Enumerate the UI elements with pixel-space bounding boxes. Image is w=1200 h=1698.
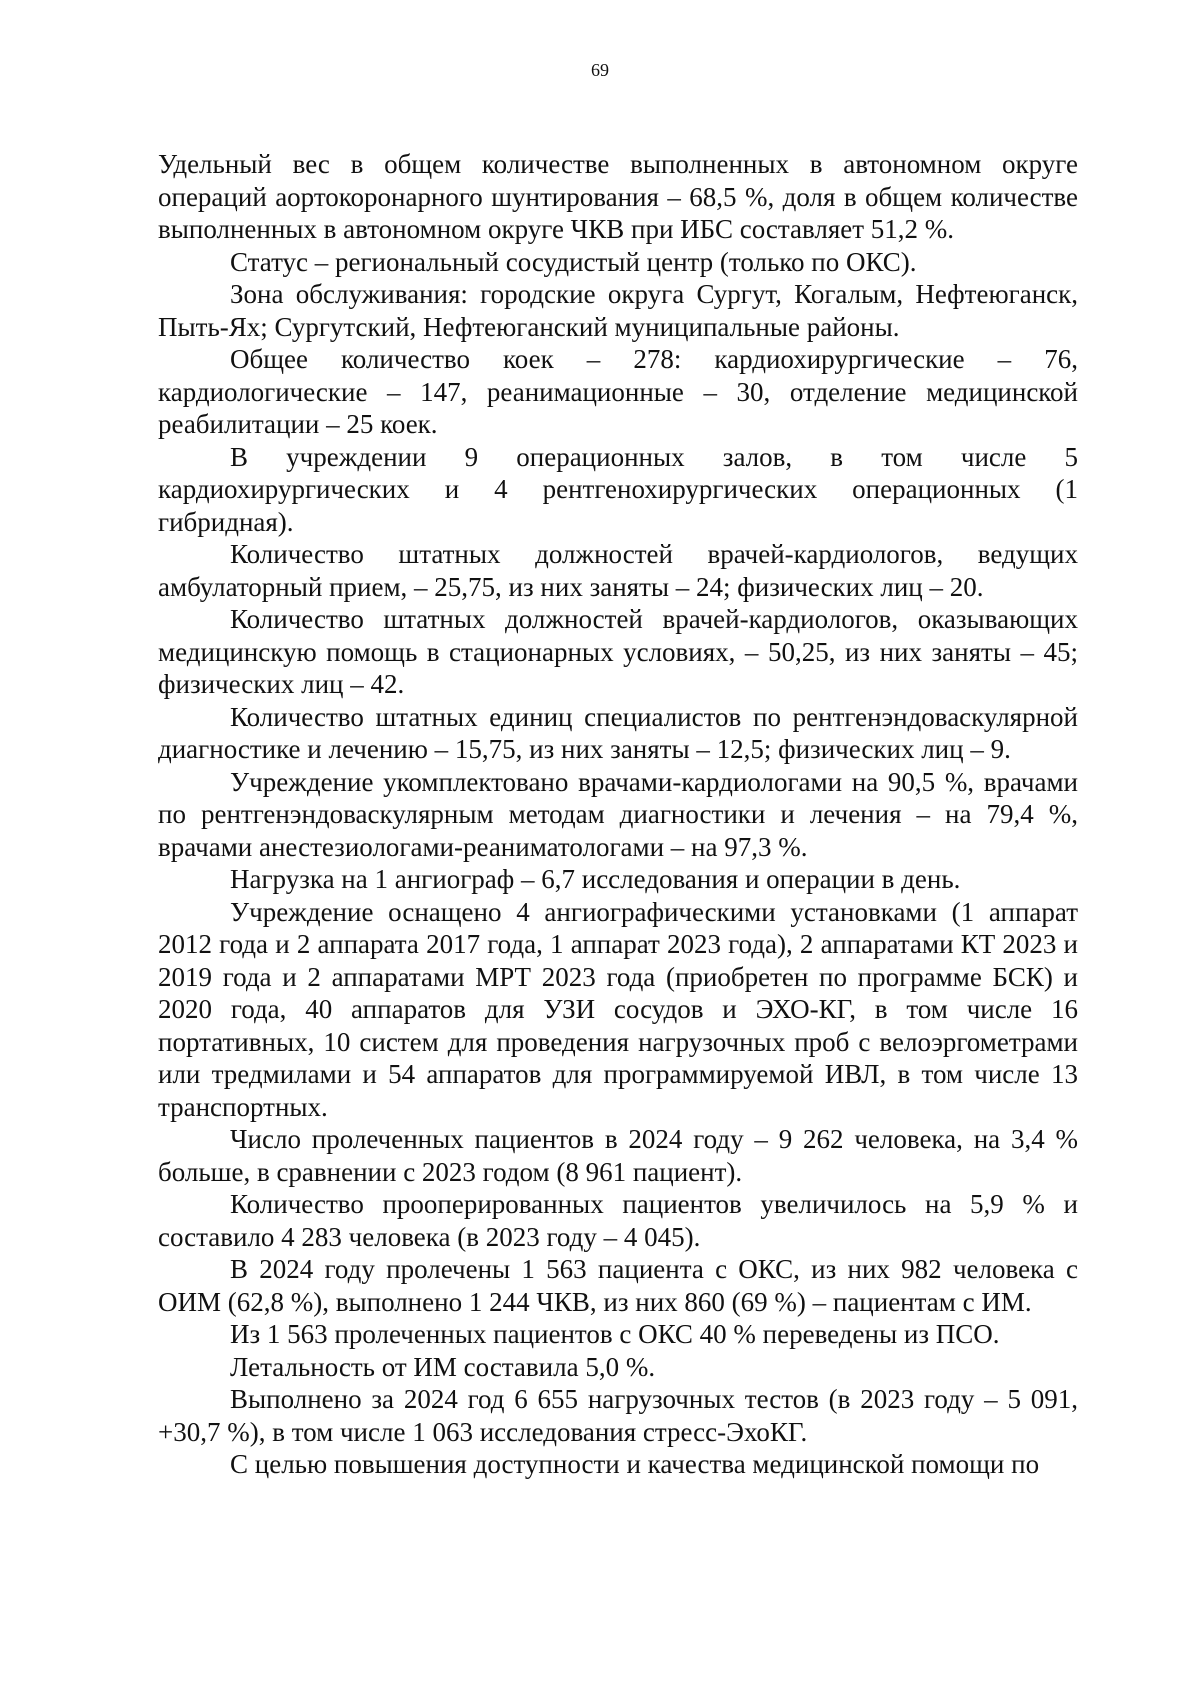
- paragraph-endovascular-specialists: Количество штатных единиц специалистов по рентгенэндоваскулярной диагностике и лечению – 15,75, из них заняты – 12,5; физических лиц – 9.: [158, 701, 1078, 764]
- paragraph-share-of-operations: Удельный вес в общем количестве выполненных в автономном округе операций аортокоронарного шунтирования – 68,5 %, доля в общем количестве выполненных в автономном округе ЧКВ при ИБС составляет 51,2 %.: [158, 149, 1078, 244]
- page-number: 69: [591, 60, 609, 80]
- paragraph-service-area: Зона обслуживания: городские округа Сургут, Когалым, Нефтеюганск, Пыть-Ях; Сургутский, Нефтеюганский муниципальные районы.: [158, 279, 1078, 342]
- paragraph-pso-transfers: Из 1 563 пролеченных пациентов с ОКС 40 % переведены из ПСО.: [230, 1319, 1000, 1349]
- paragraph-staffing-levels: Учреждение укомплектовано врачами-кардиологами на 90,5 %, врачами по рентгенэндоваскулярным методам диагностики и лечения – на 79,4 %, врачами анестезиологами-реаниматологами – на 97,3 %.: [158, 766, 1078, 862]
- paragraph-bed-count: Общее количество коек – 278: кардиохирургические – 76, кардиологические – 147, реанимационные – 30, отделение медицинской реабилитации – 25 коек.: [158, 344, 1078, 439]
- paragraph-inpatient-cardiologists: Количество штатных должностей врачей-кардиологов, оказывающих медицинскую помощь в стационарных условиях, – 50,25, из них заняты – 45; физических лиц – 42.: [158, 604, 1078, 699]
- paragraph-outpatient-cardiologists: Количество штатных должностей врачей-кардиологов, ведущих амбулаторный прием, – 25,75, из них заняты – 24; физических лиц – 20.: [158, 539, 1078, 602]
- paragraph-treated-patients: Число пролеченных пациентов в 2024 году – 9 262 человека, на 3,4 % больше, в сравнении с 2023 годом (8 961 пациент).: [158, 1124, 1078, 1187]
- paragraph-operated-patients: Количество прооперированных пациентов увеличилось на 5,9 % и составило 4 283 человека (в 2023 году – 4 045).: [158, 1189, 1078, 1252]
- paragraph-operating-rooms: В учреждении 9 операционных залов, в том числе 5 кардиохирургических и 4 рентгенохирургических операционных (1 гибридная).: [158, 441, 1078, 537]
- paragraph-mortality: Летальность от ИМ составила 5,0 %.: [230, 1351, 656, 1382]
- paragraph-stress-tests: Выполнено за 2024 год 6 655 нагрузочных тестов (в 2023 году – 5 091, +30,7 %), в том числе 1 063 исследования стресс-ЭхоКГ.: [158, 1384, 1078, 1447]
- paragraph-angiograph-load: Нагрузка на 1 ангиограф – 6,7 исследования и операции в день.: [230, 864, 961, 894]
- paragraph-status: Статус – региональный сосудистый центр (только по ОКС).: [230, 246, 917, 277]
- document-body: [158, 148, 1078, 1481]
- paragraph-equipment: Учреждение оснащено 4 ангиографическими установками (1 аппарат 2012 года и 2 аппарата 2017 года, 1 аппарат 2023 года), 2 аппаратами КТ 2023 и 2019 года и 2 аппаратами МРТ 2023 года (приобретен по программе БСК) и 2020 года, 40 аппаратов для УЗИ сосудов и ЭХО-КГ, в том числе 16 портативных, 10 систем для проведения нагрузочных проб с велоэргометрами или тредмилами и 54 аппаратов для программируемой ИВЛ, в том числе 13 транспортных.: [158, 896, 1078, 1122]
- paragraph-acs-patients: В 2024 году пролечены 1 563 пациента с ОКС, из них 982 человека с ОИМ (62,8 %), выполнено 1 244 ЧКВ, из них 860 (69 %) – пациентам с ИМ.: [158, 1254, 1078, 1317]
- paragraph-accessibility: С целью повышения доступности и качества медицинской помощи по: [230, 1449, 1040, 1479]
